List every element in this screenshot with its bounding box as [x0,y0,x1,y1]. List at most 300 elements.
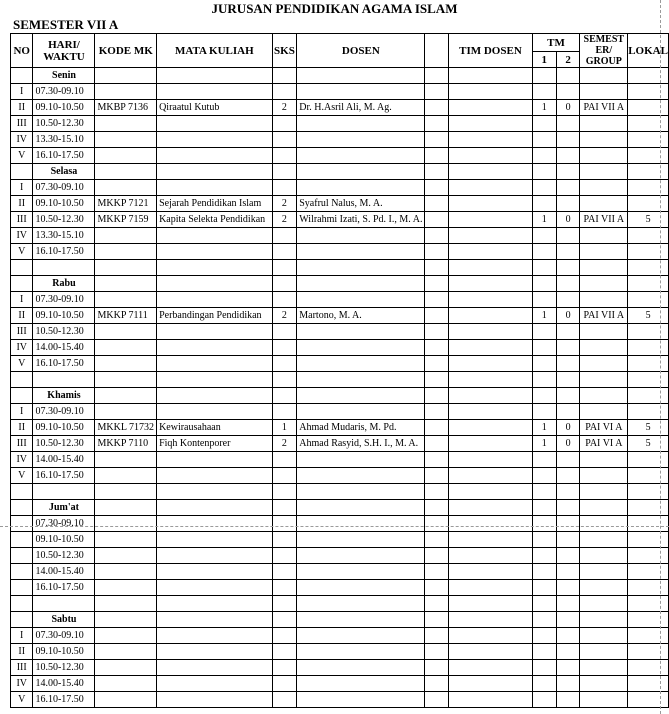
cell-blank [425,420,449,436]
cell-no: II [11,100,33,116]
cell-no: III [11,212,33,228]
cell-tm2 [556,596,580,612]
cell-dosen [297,580,425,596]
cell-kode [95,324,157,340]
header-tim-dosen: TIM DOSEN [449,34,532,68]
cell-dosen: Syafrul Nalus, M. A. [297,196,425,212]
table-row [11,484,669,500]
cell-kode: MKKP 7110 [95,436,157,452]
cell-blank [425,228,449,244]
cell-dosen [297,676,425,692]
cell-dosen: Wilrahmi Izati, S. Pd. I., M. A. [297,212,425,228]
cell-time: 13.30-15.10 [33,228,95,244]
header-kode-mk: KODE MK [95,34,157,68]
header-tm: TM [532,34,580,52]
day-row [11,276,669,292]
cell-time: 16.10-17.50 [33,356,95,372]
header-tm-1: 1 [532,52,556,68]
cell-kode [95,68,157,84]
cell-time: 10.50-12.30 [33,548,95,564]
cell-tm1 [532,388,556,404]
cell-mk [157,452,273,468]
cell-lok [628,660,669,676]
cell-sks [272,340,297,356]
cell-blank [425,116,449,132]
cell-tm2 [556,228,580,244]
cell-dosen [297,532,425,548]
table-row [11,356,669,372]
cell-sks [272,324,297,340]
cell-mk [157,468,273,484]
cell-kode [95,580,157,596]
table-row [11,676,669,692]
cell-lok [628,532,669,548]
cell-lok: 5 [628,212,669,228]
cell-tm2 [556,660,580,676]
cell-blank [425,548,449,564]
cell-mk: Fiqh Kontenporer [157,436,273,452]
cell-sks [272,676,297,692]
cell-tim [449,196,532,212]
cell-tm2 [556,468,580,484]
cell-tm2 [556,260,580,276]
cell-dosen [297,260,425,276]
cell-time: 16.10-17.50 [33,580,95,596]
cell-dosen: Ahmad Rasyid, S.H. I., M. A. [297,436,425,452]
cell-tim [449,420,532,436]
cell-sks: 2 [272,100,297,116]
cell-tm1: 1 [532,212,556,228]
cell-tm2 [556,388,580,404]
cell-mk [157,180,273,196]
cell-sks [272,260,297,276]
cell-tim [449,212,532,228]
cell-time: 13.30-15.10 [33,132,95,148]
cell-dosen [297,276,425,292]
cell-grp [580,564,628,580]
cell-tm2 [556,404,580,420]
cell-dosen [297,468,425,484]
cell-tim [449,548,532,564]
cell-no [11,532,33,548]
cell-blank [425,484,449,500]
cell-dosen [297,404,425,420]
cell-tm1 [532,676,556,692]
cell-grp [580,596,628,612]
cell-sks [272,244,297,260]
cell-dosen [297,628,425,644]
cell-no [11,516,33,532]
cell-lok [628,468,669,484]
cell-time [33,484,95,500]
cell-tim [449,436,532,452]
cell-kode [95,164,157,180]
cell-tm2 [556,164,580,180]
cell-grp [580,260,628,276]
cell-tm1 [532,180,556,196]
cell-sks [272,116,297,132]
cell-no: V [11,356,33,372]
cell-no [11,564,33,580]
cell-no: III [11,116,33,132]
day-name: Rabu [33,276,95,292]
cell-time: 16.10-17.50 [33,148,95,164]
cell-time: 10.50-12.30 [33,116,95,132]
cell-tim [449,468,532,484]
cell-time: 16.10-17.50 [33,468,95,484]
cell-tm2 [556,148,580,164]
cell-tm1 [532,340,556,356]
cell-lok [628,356,669,372]
table-row [11,372,669,388]
semester-label: SEMESTER VII A [13,17,119,32]
cell-tim [449,388,532,404]
cell-tim [449,452,532,468]
cell-tm2 [556,84,580,100]
cell-mk: Kapita Selekta Pendidikan [157,212,273,228]
cell-sks: 2 [272,212,297,228]
cell-grp [580,356,628,372]
cell-lok [628,244,669,260]
cell-tim [449,644,532,660]
cell-tim [449,612,532,628]
cell-grp [580,132,628,148]
cell-grp [580,468,628,484]
cell-lok [628,196,669,212]
cell-tm1 [532,628,556,644]
cell-mk [157,532,273,548]
cell-tim [449,244,532,260]
table-row [11,516,669,532]
header-lokal: LOKAL [628,34,669,68]
cell-no: I [11,628,33,644]
table-row [11,228,669,244]
cell-dosen [297,324,425,340]
cell-lok: 5 [628,308,669,324]
cell-sks [272,404,297,420]
cell-tm1 [532,244,556,260]
cell-grp [580,404,628,420]
cell-mk [157,372,273,388]
day-row [11,164,669,180]
cell-tm1 [532,404,556,420]
cell-no: IV [11,132,33,148]
cell-tim [449,148,532,164]
cell-kode [95,628,157,644]
cell-tim [449,116,532,132]
cell-grp [580,628,628,644]
cell-grp [580,580,628,596]
page-break-line-vertical [660,0,661,714]
cell-blank [425,212,449,228]
cell-mk [157,164,273,180]
cell-grp [580,276,628,292]
cell-tim [449,580,532,596]
cell-grp [580,148,628,164]
cell-kode [95,228,157,244]
cell-dosen [297,596,425,612]
cell-tim [449,596,532,612]
cell-no: IV [11,340,33,356]
cell-dosen [297,244,425,260]
cell-dosen [297,340,425,356]
cell-lok: 5 [628,436,669,452]
cell-lok [628,580,669,596]
cell-kode [95,516,157,532]
cell-blank [425,596,449,612]
cell-tm2 [556,692,580,708]
cell-lok [628,260,669,276]
cell-sks: 2 [272,308,297,324]
table-row [11,692,669,708]
cell-tm1 [532,596,556,612]
cell-tm1 [532,564,556,580]
cell-lok [628,340,669,356]
cell-lok [628,564,669,580]
cell-grp [580,196,628,212]
table-row [11,468,669,484]
cell-dosen [297,516,425,532]
cell-sks [272,500,297,516]
cell-sks [272,564,297,580]
cell-tim [449,292,532,308]
cell-tim [449,628,532,644]
cell-tm1 [532,516,556,532]
cell-tm1 [532,468,556,484]
cell-time [33,596,95,612]
cell-mk [157,612,273,628]
cell-tim [449,372,532,388]
cell-blank [425,292,449,308]
table-row [11,404,669,420]
cell-blank [425,68,449,84]
cell-mk [157,484,273,500]
cell-kode: MKKP 7121 [95,196,157,212]
cell-no: I [11,84,33,100]
cell-tm1 [532,660,556,676]
cell-no [11,68,33,84]
cell-grp [580,228,628,244]
cell-lok [628,132,669,148]
cell-no: V [11,692,33,708]
cell-dosen [297,84,425,100]
cell-blank [425,276,449,292]
cell-tm1 [532,500,556,516]
cell-kode [95,132,157,148]
cell-tim [449,100,532,116]
cell-kode [95,644,157,660]
cell-tm1 [532,68,556,84]
cell-kode [95,148,157,164]
cell-grp [580,516,628,532]
table-row [11,84,669,100]
cell-tm2 [556,68,580,84]
cell-blank [425,468,449,484]
cell-sks [272,276,297,292]
cell-blank [425,148,449,164]
cell-tim [449,356,532,372]
cell-tm2 [556,612,580,628]
cell-mk [157,564,273,580]
cell-blank [425,196,449,212]
cell-no: III [11,436,33,452]
cell-kode [95,372,157,388]
cell-lok [628,692,669,708]
day-name: Senin [33,68,95,84]
cell-tm1 [532,196,556,212]
cell-mk [157,132,273,148]
cell-tim [449,180,532,196]
cell-no: III [11,324,33,340]
cell-kode: MKBP 7136 [95,100,157,116]
cell-kode [95,692,157,708]
cell-tm2 [556,564,580,580]
cell-kode [95,676,157,692]
cell-blank [425,580,449,596]
cell-no: I [11,292,33,308]
cell-tm1 [532,260,556,276]
cell-sks [272,612,297,628]
cell-time: 09.10-10.50 [33,196,95,212]
cell-dosen [297,116,425,132]
cell-tm2 [556,452,580,468]
table-row [11,212,669,228]
cell-kode [95,292,157,308]
day-name: Khamis [33,388,95,404]
cell-kode [95,260,157,276]
cell-tim [449,132,532,148]
cell-kode: MKKL 71732 [95,420,157,436]
table-row [11,324,669,340]
schedule-table [10,33,669,708]
cell-tm2 [556,548,580,564]
cell-no: IV [11,452,33,468]
cell-grp [580,292,628,308]
day-row [11,612,669,628]
cell-blank [425,340,449,356]
cell-tm2 [556,676,580,692]
day-row [11,68,669,84]
cell-blank [425,260,449,276]
cell-no [11,580,33,596]
cell-tm2 [556,484,580,500]
cell-dosen [297,644,425,660]
cell-mk [157,516,273,532]
day-name: Selasa [33,164,95,180]
cell-no [11,612,33,628]
header-semester-group: SEMEST ER/ GROUP [580,34,628,68]
day-row [11,388,669,404]
table-row [11,116,669,132]
cell-time: 10.50-12.30 [33,324,95,340]
cell-lok [628,404,669,420]
cell-time: 10.50-12.30 [33,660,95,676]
table-row [11,100,669,116]
cell-tm2 [556,628,580,644]
cell-tm2: 0 [556,436,580,452]
cell-tim [449,676,532,692]
cell-sks [272,516,297,532]
cell-mk: Perbandingan Pendidikan [157,308,273,324]
table-row [11,644,669,660]
cell-no [11,276,33,292]
cell-grp [580,340,628,356]
cell-time: 14.00-15.40 [33,340,95,356]
cell-no [11,500,33,516]
cell-grp: PAI VI A [580,436,628,452]
cell-tim [449,260,532,276]
cell-mk [157,116,273,132]
header-blank [425,34,449,68]
cell-sks [272,468,297,484]
cell-mk [157,276,273,292]
cell-dosen [297,484,425,500]
table-row [11,340,669,356]
cell-blank [425,500,449,516]
cell-blank [425,692,449,708]
cell-grp [580,500,628,516]
cell-mk: Qiraatul Kutub [157,100,273,116]
cell-mk [157,404,273,420]
cell-time: 16.10-17.50 [33,692,95,708]
cell-sks [272,84,297,100]
cell-kode [95,244,157,260]
cell-tm2 [556,580,580,596]
cell-no: V [11,244,33,260]
cell-tm1: 1 [532,100,556,116]
cell-sks [272,372,297,388]
cell-dosen [297,132,425,148]
cell-tim [449,516,532,532]
cell-grp [580,164,628,180]
cell-dosen [297,564,425,580]
cell-lok [628,148,669,164]
cell-tm1 [532,692,556,708]
cell-tm2 [556,372,580,388]
cell-mk [157,660,273,676]
cell-lok [628,324,669,340]
cell-grp [580,324,628,340]
cell-blank [425,612,449,628]
cell-no: IV [11,228,33,244]
cell-tm1 [532,372,556,388]
cell-grp: PAI VII A [580,308,628,324]
cell-blank [425,388,449,404]
cell-lok [628,628,669,644]
cell-lok: 5 [628,420,669,436]
cell-lok [628,388,669,404]
cell-grp [580,388,628,404]
cell-grp [580,612,628,628]
cell-time: 09.10-10.50 [33,308,95,324]
cell-no [11,260,33,276]
header-no: NO [11,34,33,68]
cell-sks [272,628,297,644]
cell-blank [425,132,449,148]
cell-sks [272,580,297,596]
cell-tm2 [556,180,580,196]
cell-blank [425,452,449,468]
table-row [11,260,669,276]
cell-tm2 [556,516,580,532]
table-row [11,132,669,148]
cell-lok [628,372,669,388]
cell-sks: 2 [272,196,297,212]
cell-no: II [11,308,33,324]
cell-sks [272,132,297,148]
cell-tm2: 0 [556,420,580,436]
cell-tim [449,500,532,516]
